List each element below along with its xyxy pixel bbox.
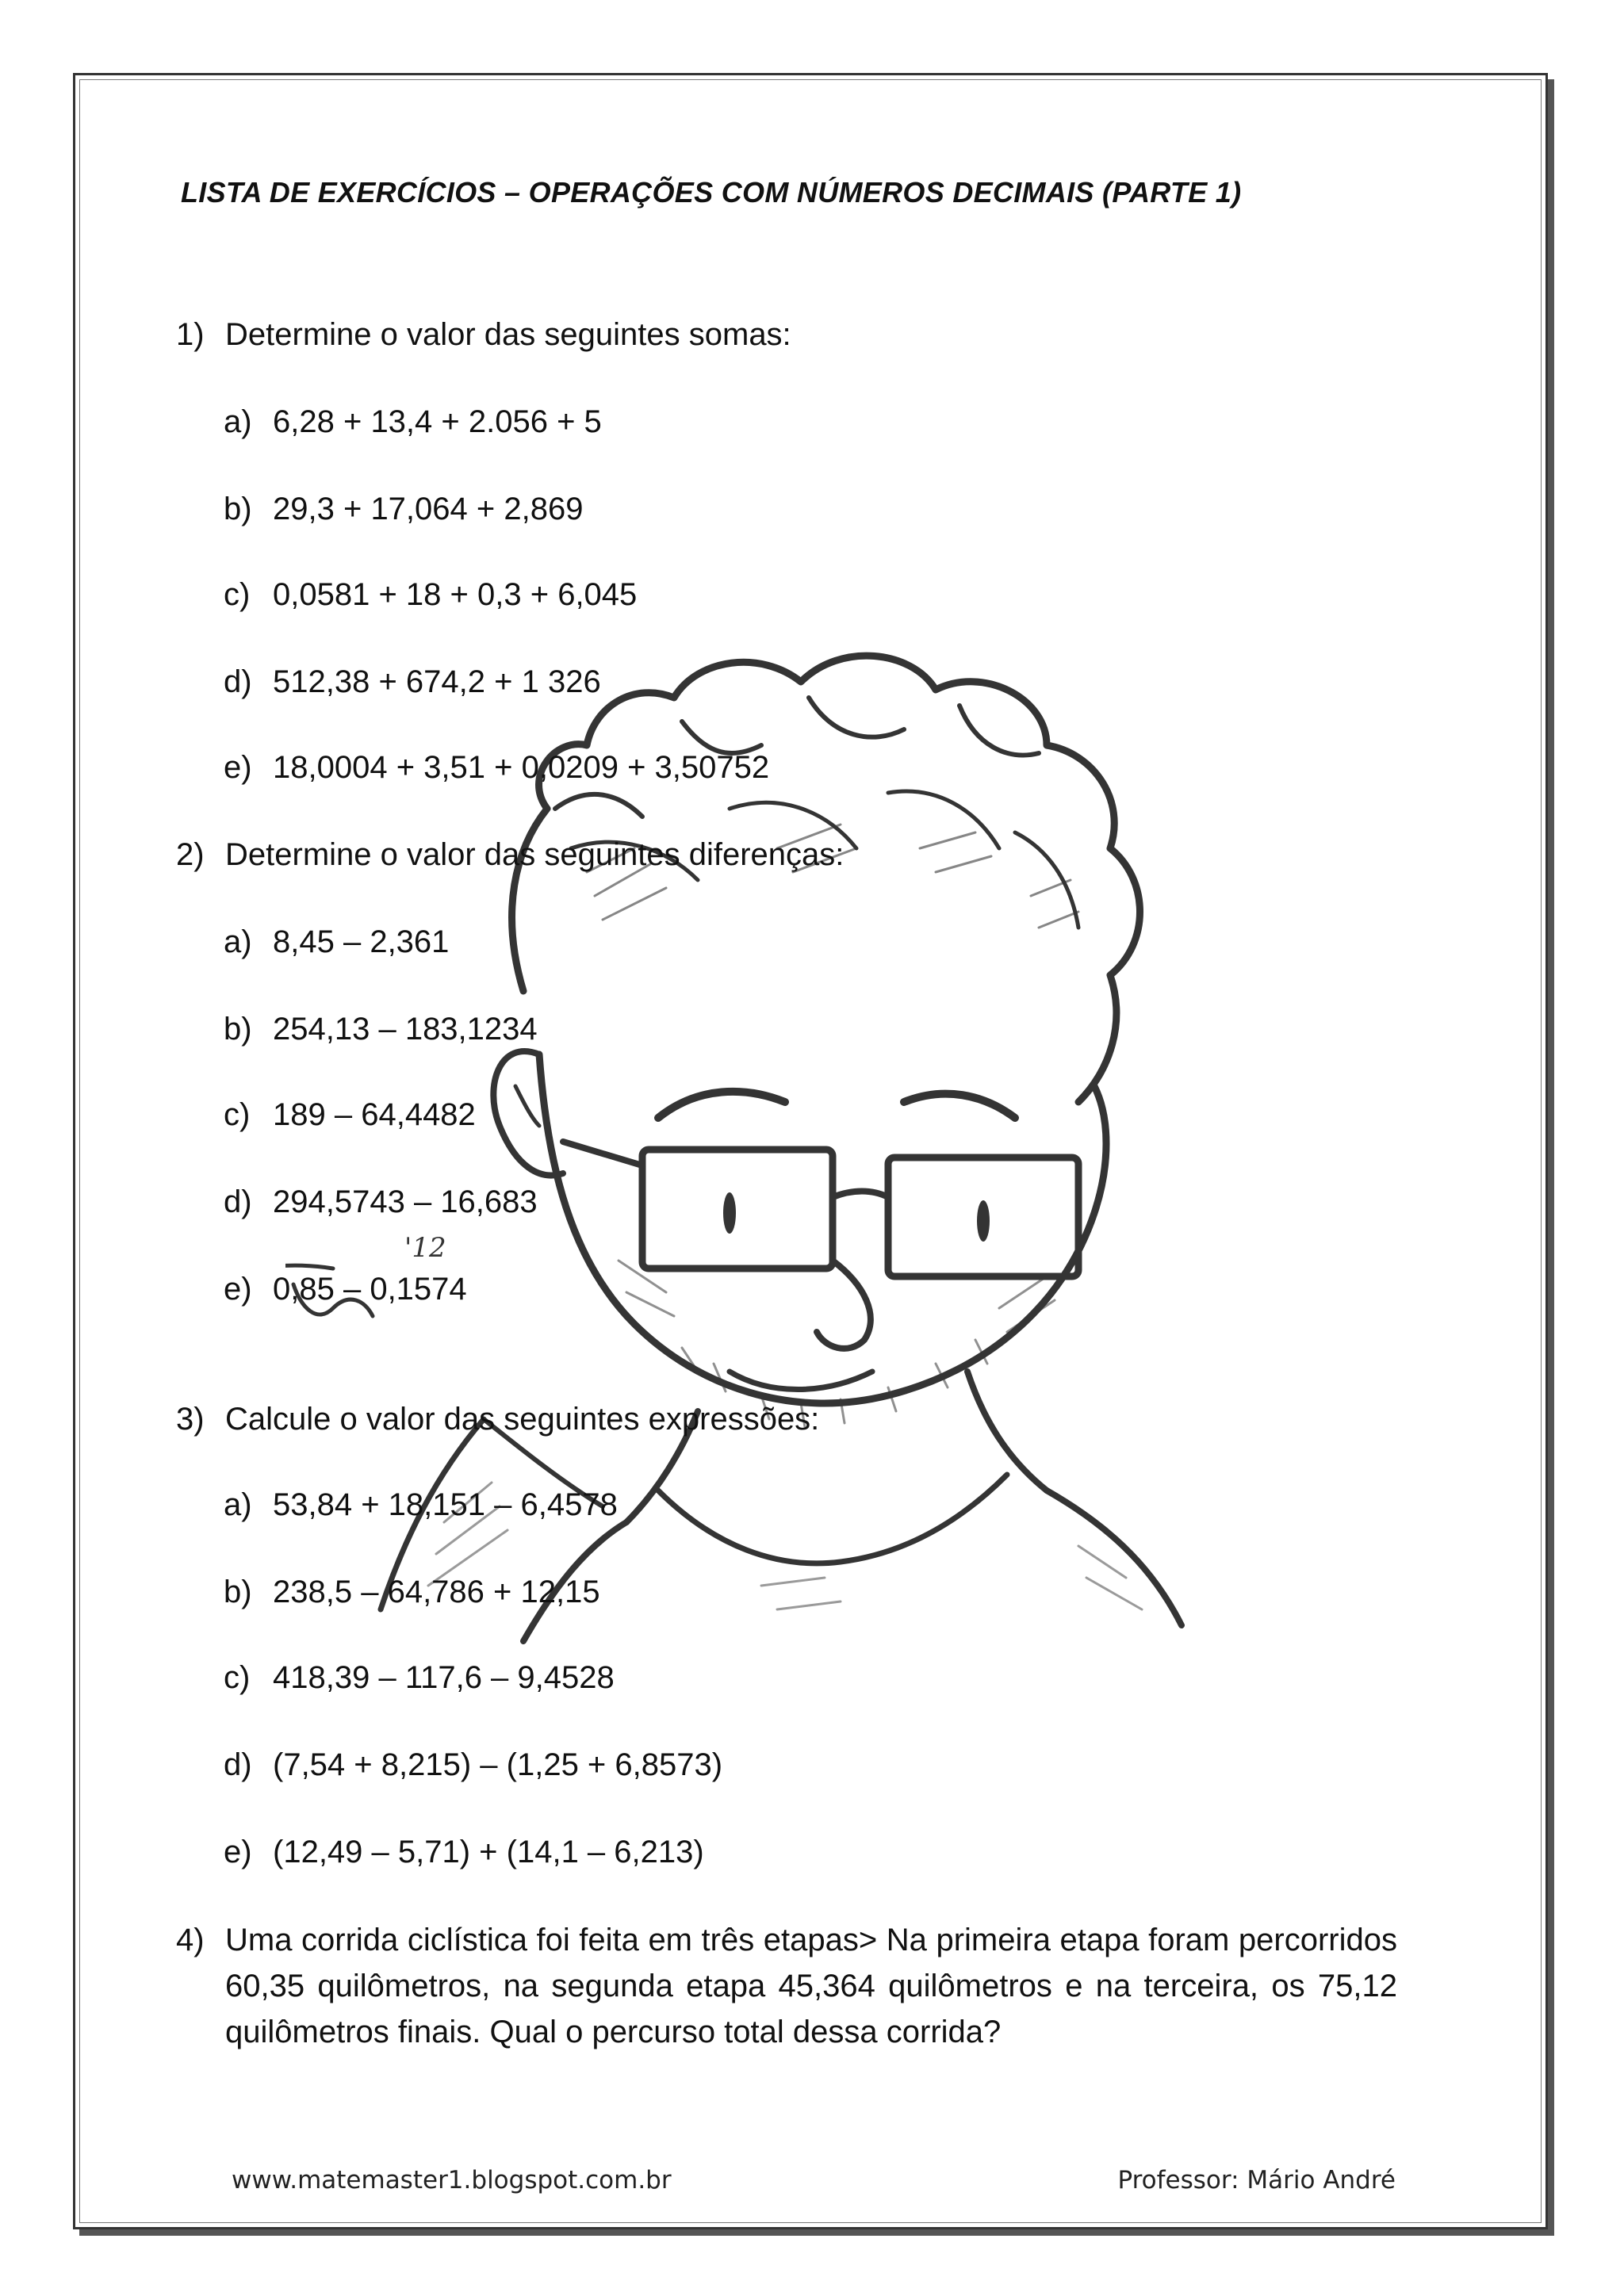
question-4 [176,1917,1397,2055]
list-item [224,1747,722,1783]
footer-website: www.matemaster1.blogspot.com.br [232,2166,672,2195]
list-item [224,1575,600,1610]
item-label: c) [224,1097,251,1132]
item-text: (7,54 + 8,215) – (1,25 + 6,8573) [273,1747,723,1782]
item-label: d) [224,1184,252,1219]
question-number: 4) [176,1923,205,1957]
list-item [224,492,583,527]
list-item [224,404,602,440]
question-2 [176,837,844,873]
item-label: b) [224,1012,252,1047]
item-label: e) [224,1272,252,1307]
item-label: d) [224,664,252,699]
list-item [224,1012,538,1047]
question-prompt: Uma corrida ciclística foi feita em três etapas> Na primeira etapa foram percorridos 60,35 quilômetros, na segunda etapa 45,364 quilômetros e na terceira, os 75,12 quilômetros finais. Qual o percurso total dessa corrida? [225,1923,1397,2049]
list-item [224,1097,476,1133]
list-item [224,1835,704,1870]
question-number: 2) [176,837,205,872]
item-text: 418,39 – 117,6 – 9,4528 [273,1660,615,1695]
item-label: a) [224,924,252,959]
list-item [224,924,449,960]
footer-author: Professor: Mário André [1117,2166,1396,2195]
item-label: e) [224,750,252,785]
item-text: 0,0581 + 18 + 0,3 + 6,045 [273,577,638,612]
item-label: b) [224,1575,252,1609]
list-item [224,1660,615,1696]
list-item [224,577,637,613]
item-text: 294,5743 – 16,683 [273,1184,538,1219]
list-item [224,1272,467,1307]
item-label: c) [224,1660,251,1695]
item-label: e) [224,1835,252,1869]
item-text: 53,84 + 18,151 – 6,4578 [273,1487,618,1522]
item-label: a) [224,1487,252,1522]
question-number: 1) [176,317,205,352]
item-text: 512,38 + 674,2 + 1 326 [273,664,601,699]
item-label: c) [224,577,251,612]
item-label: b) [224,492,252,526]
item-text: 29,3 + 17,064 + 2,869 [273,492,584,526]
item-text: 8,45 – 2,361 [273,924,450,959]
item-text: 238,5 – 64,786 + 12,15 [273,1575,600,1609]
item-label: a) [224,404,252,439]
item-text: 189 – 64,4482 [273,1097,476,1132]
question-prompt: Determine o valor das seguintes somas: [225,317,791,352]
question-prompt: Determine o valor das seguintes diferenças: [225,837,845,872]
question-number: 3) [176,1402,205,1437]
list-item [224,750,769,786]
list-item [224,1184,538,1220]
page-title: LISTA DE EXERCÍCIOS – OPERAÇÕES COM NÚMEROS DECIMAIS (PARTE 1) [181,176,1242,209]
item-text: 6,28 + 13,4 + 2.056 + 5 [273,404,602,439]
signature-year: '12 [404,1232,446,1264]
question-3 [176,1402,819,1437]
list-item [224,1487,618,1523]
item-text: 0,85 – 0,1574 [273,1272,467,1307]
item-text: 254,13 – 183,1234 [273,1012,538,1047]
item-label: d) [224,1747,252,1782]
item-text: (12,49 – 5,71) + (14,1 – 6,213) [273,1835,704,1869]
question-1 [176,317,791,353]
question-prompt: Calcule o valor das seguintes expressões: [225,1402,820,1437]
item-text: 18,0004 + 3,51 + 0,0209 + 3,50752 [273,750,770,785]
list-item [224,664,601,700]
